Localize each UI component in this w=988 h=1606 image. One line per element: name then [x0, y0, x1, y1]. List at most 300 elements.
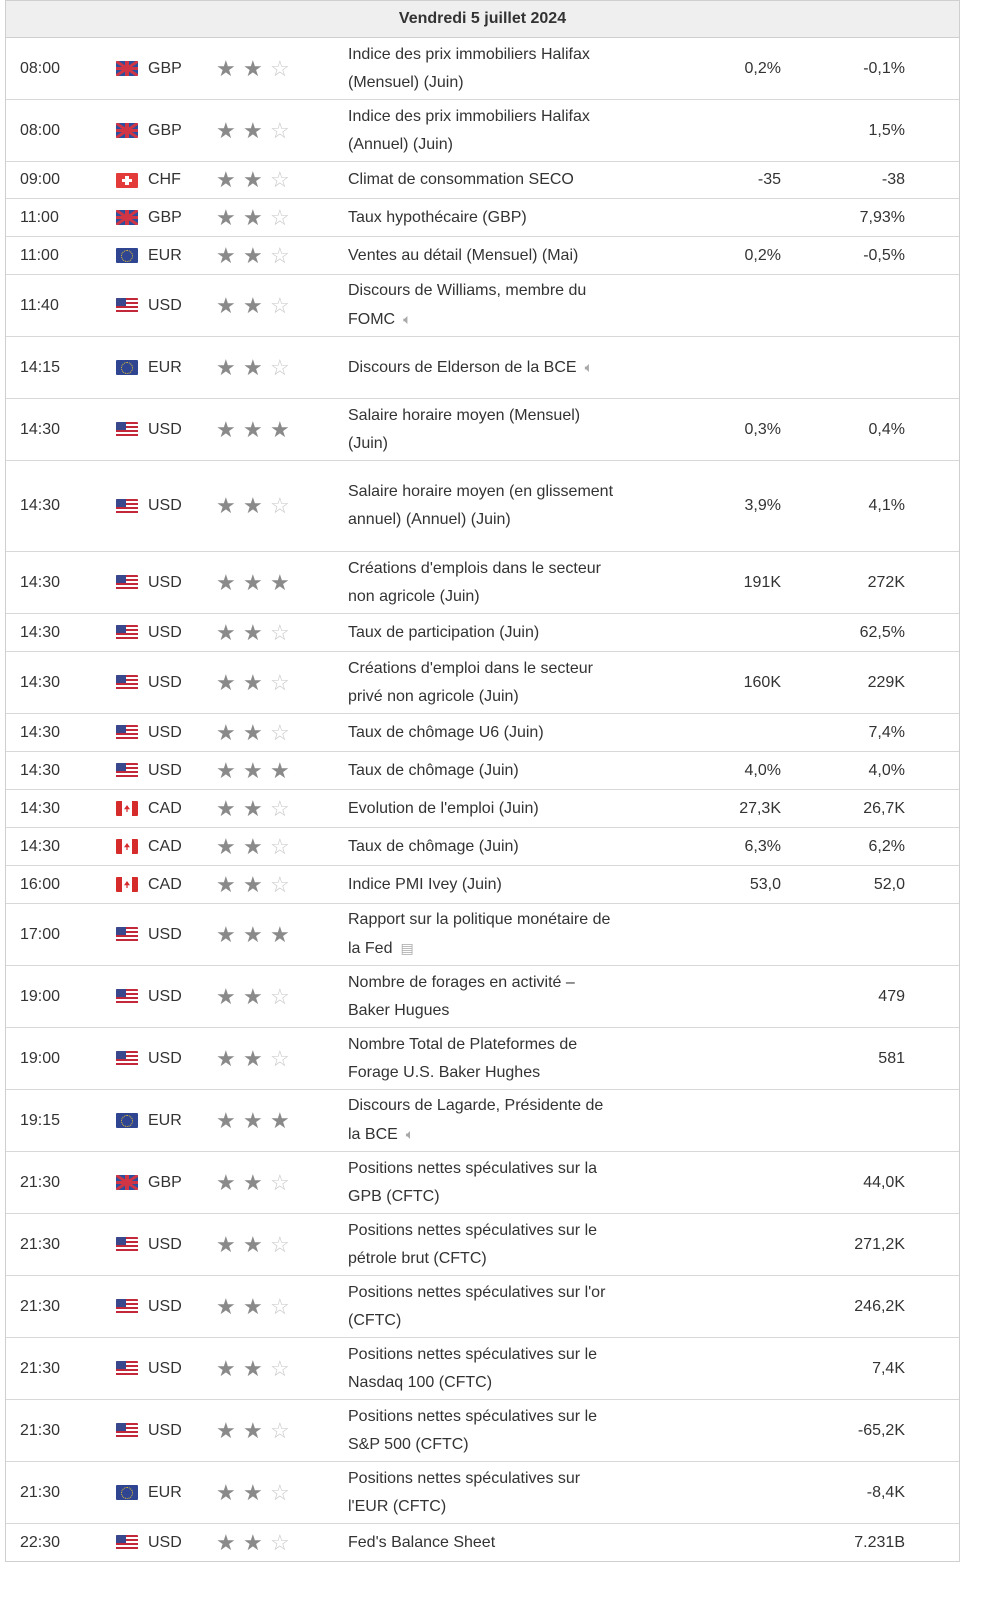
event-row[interactable]: [6, 904, 959, 966]
flag-us-icon: [116, 1535, 138, 1550]
event-previous: 479: [878, 987, 905, 1005]
event-previous: 26,7K: [863, 799, 905, 817]
event-name[interactable]: [348, 1025, 618, 1093]
event-currency: [116, 1484, 216, 1502]
event-name[interactable]: [348, 347, 618, 388]
event-title[interactable]: Taux de chômage (Juin): [348, 837, 519, 855]
flag-us-icon: [116, 1299, 138, 1314]
event-name[interactable]: [348, 1335, 618, 1403]
event-previous: -8,4K: [866, 1483, 905, 1501]
importance-stars: [216, 1529, 348, 1555]
currency-code: USD: [148, 573, 182, 591]
event-time: 17:00: [20, 925, 61, 943]
event-row[interactable]: [6, 714, 959, 752]
importance-stars: [216, 242, 348, 268]
star-filled-icon: ★: [243, 1529, 263, 1555]
event-row[interactable]: [6, 790, 959, 828]
importance-stars: [216, 1045, 348, 1071]
event-time: 14:30: [20, 497, 61, 514]
flag-us-icon: [116, 1237, 138, 1252]
star-filled-icon: ★: [243, 1045, 263, 1071]
event-forecast: 160K: [743, 673, 781, 691]
currency-code: CAD: [148, 875, 182, 893]
event-title[interactable]: Ventes au détail (Mensuel) (Mai): [348, 246, 579, 264]
currency-code: USD: [148, 1533, 182, 1551]
event-title[interactable]: Discours de Elderson de la BCE: [348, 359, 577, 376]
flag-gb-icon: [116, 61, 138, 76]
star-filled-icon: ★: [243, 669, 263, 695]
star-empty-icon: ☆: [270, 117, 290, 143]
flag-eu-icon: [116, 1485, 138, 1500]
star-empty-icon: ☆: [270, 833, 290, 859]
star-empty-icon: ☆: [270, 204, 290, 230]
event-title[interactable]: Positions nettes spéculatives sur le Nasdaq 100 (CFTC): [348, 1345, 598, 1391]
currency-code: USD: [148, 1235, 182, 1253]
event-title[interactable]: Taux de chômage U6 (Juin): [348, 723, 544, 741]
event-currency: [116, 421, 216, 439]
event-currency: [116, 926, 216, 944]
event-time: 21:30: [20, 1421, 61, 1439]
event-name[interactable]: [348, 160, 618, 200]
star-filled-icon: ★: [216, 354, 236, 380]
star-filled-icon: ★: [216, 669, 236, 695]
event-title[interactable]: Discours de Williams, membre du FOMC: [348, 282, 587, 328]
event-row[interactable]: [6, 275, 959, 337]
event-name[interactable]: [348, 1086, 618, 1155]
event-currency: [116, 1422, 216, 1440]
star-empty-icon: ☆: [270, 354, 290, 380]
event-previous: 229K: [867, 673, 905, 691]
event-time: 21:30: [20, 1173, 61, 1191]
event-forecast: 53,0: [749, 875, 781, 893]
star-empty-icon: ☆: [270, 1231, 290, 1257]
event-name[interactable]: [348, 1523, 618, 1563]
star-filled-icon: ★: [216, 204, 236, 230]
event-time: 19:00: [20, 1049, 61, 1067]
event-name[interactable]: [348, 1149, 618, 1217]
importance-stars: [216, 117, 348, 143]
star-filled-icon: ★: [243, 354, 263, 380]
event-name[interactable]: [348, 613, 618, 653]
event-time: 14:30: [20, 623, 61, 641]
event-previous: 7,93%: [859, 208, 905, 226]
star-filled-icon: ★: [243, 871, 263, 897]
importance-stars: [216, 795, 348, 821]
event-forecast: -35: [757, 171, 781, 188]
event-time: 11:00: [20, 246, 59, 264]
event-currency: [116, 60, 216, 78]
event-forecast: 4,0%: [744, 761, 781, 779]
flag-gb-icon: [116, 210, 138, 225]
star-filled-icon: ★: [243, 242, 263, 268]
importance-stars: [216, 354, 348, 380]
event-currency: [116, 624, 216, 642]
event-title[interactable]: Positions nettes spéculatives sur l'EUR (CFTC): [348, 1469, 581, 1515]
star-empty-icon: ☆: [270, 493, 290, 518]
star-filled-icon: ★: [216, 619, 236, 645]
event-time: 11:00: [20, 208, 59, 226]
star-filled-icon: ★: [216, 117, 236, 143]
star-empty-icon: ☆: [270, 795, 290, 821]
star-filled-icon: ★: [216, 833, 236, 859]
event-forecast: 6,3%: [744, 837, 781, 855]
importance-stars: [216, 757, 348, 783]
event-previous: 7,4K: [872, 1359, 905, 1377]
event-title[interactable]: Evolution de l'emploi (Juin): [348, 799, 539, 817]
event-title[interactable]: Taux de participation (Juin): [348, 623, 540, 641]
importance-stars: [216, 292, 348, 318]
event-currency: [116, 122, 216, 140]
importance-stars: [216, 669, 348, 695]
star-filled-icon: ★: [216, 1355, 236, 1381]
event-previous: 1,5%: [868, 121, 905, 139]
event-time: 08:00: [20, 59, 61, 77]
flag-ca-icon: [116, 839, 138, 854]
event-row[interactable]: [6, 1338, 959, 1400]
star-filled-icon: ★: [243, 921, 263, 947]
star-empty-icon: ☆: [270, 1479, 290, 1505]
event-time: 14:30: [20, 573, 61, 591]
star-filled-icon: ★: [243, 833, 263, 859]
event-row[interactable]: [6, 1462, 959, 1524]
event-time: 08:00: [20, 121, 61, 139]
event-name[interactable]: [348, 396, 618, 464]
event-previous: 7,4%: [868, 723, 905, 741]
currency-code: USD: [148, 623, 182, 641]
event-title[interactable]: Climat de consommation SECO: [348, 171, 574, 188]
event-currency: [116, 1360, 216, 1378]
importance-stars: [216, 1355, 348, 1381]
event-title[interactable]: Indice des prix immobiliers Halifax (Mensuel) (Juin): [348, 45, 590, 91]
event-time: 14:15: [20, 358, 61, 376]
star-filled-icon: ★: [243, 1169, 263, 1195]
event-currency: [116, 1174, 216, 1192]
star-filled-icon: ★: [243, 117, 263, 143]
event-title[interactable]: Fed's Balance Sheet: [348, 1533, 496, 1551]
currency-code: CAD: [148, 799, 182, 817]
importance-stars: [216, 619, 348, 645]
star-filled-icon: ★: [243, 757, 263, 783]
event-forecast: 0,2%: [744, 59, 781, 77]
star-filled-icon: ★: [216, 55, 236, 81]
event-name[interactable]: [348, 789, 618, 829]
event-currency: [116, 1534, 216, 1552]
star-filled-icon: ★: [243, 1355, 263, 1381]
star-filled-icon: ★: [216, 719, 236, 745]
star-empty-icon: ☆: [270, 55, 290, 81]
flag-us-icon: [116, 675, 138, 690]
event-title[interactable]: Rapport sur la politique monétaire de la Fed: [348, 911, 611, 957]
event-name[interactable]: [348, 472, 618, 540]
flag-us-icon: [116, 1051, 138, 1066]
event-row[interactable]: [6, 1152, 959, 1214]
event-name[interactable]: [348, 1273, 618, 1341]
event-title[interactable]: Discours de Lagarde, Présidente de la BCE: [348, 1097, 604, 1143]
star-filled-icon: ★: [243, 416, 263, 442]
event-row[interactable]: [6, 1028, 959, 1090]
event-row[interactable]: [6, 162, 959, 199]
event-currency: [116, 247, 216, 265]
star-filled-icon: ★: [270, 416, 290, 442]
star-filled-icon: ★: [243, 204, 263, 230]
event-time: 21:30: [20, 1297, 61, 1315]
event-name[interactable]: [348, 35, 618, 103]
date-header: Vendredi 5 juillet 2024: [6, 1, 959, 38]
event-title[interactable]: Créations d'emploi dans le secteur privé non agricole (Juin): [348, 659, 593, 705]
event-currency: [116, 297, 216, 315]
flag-ca-icon: [116, 801, 138, 816]
event-row[interactable]: [6, 399, 959, 461]
event-title[interactable]: Indice PMI Ivey (Juin): [348, 875, 502, 893]
event-title[interactable]: Taux de chômage (Juin): [348, 761, 519, 779]
event-time: 14:30: [20, 837, 61, 855]
event-forecast: 3,9%: [744, 497, 781, 514]
event-time: 14:30: [20, 420, 61, 438]
event-name[interactable]: [348, 1459, 618, 1527]
event-name[interactable]: [348, 751, 618, 791]
event-time: 16:00: [20, 875, 61, 893]
star-empty-icon: ☆: [270, 242, 290, 268]
currency-code: USD: [148, 987, 182, 1005]
event-row[interactable]: [6, 752, 959, 790]
star-filled-icon: ★: [270, 921, 290, 947]
event-previous: 7.231B: [854, 1533, 905, 1551]
importance-stars: [216, 569, 348, 595]
star-empty-icon: ☆: [270, 1169, 290, 1195]
event-title[interactable]: Taux hypothécaire (GBP): [348, 208, 527, 226]
event-row[interactable]: [6, 237, 959, 275]
event-previous: 0,4%: [868, 420, 905, 438]
star-empty-icon: ☆: [270, 871, 290, 897]
flag-us-icon: [116, 575, 138, 590]
currency-code: USD: [148, 420, 182, 438]
currency-code: GBP: [148, 208, 182, 226]
flag-us-icon: [116, 927, 138, 942]
event-title[interactable]: Positions nettes spéculatives sur le pétrole brut (CFTC): [348, 1221, 598, 1267]
star-empty-icon: ☆: [270, 619, 290, 645]
star-filled-icon: ★: [216, 1231, 236, 1257]
importance-stars: [216, 833, 348, 859]
event-time: 21:30: [20, 1359, 61, 1377]
event-title[interactable]: Positions nettes spéculatives sur l'or (CFTC): [348, 1283, 606, 1329]
event-row[interactable]: [6, 866, 959, 904]
star-filled-icon: ★: [216, 1479, 236, 1505]
event-currency: [116, 171, 216, 189]
event-previous: 272K: [867, 573, 905, 591]
event-row[interactable]: [6, 552, 959, 614]
speaker-icon: 🔈︎: [405, 1126, 415, 1142]
flag-us-icon: [116, 422, 138, 437]
currency-code: USD: [148, 1359, 182, 1377]
importance-stars: [216, 169, 348, 191]
currency-code: USD: [148, 1049, 182, 1067]
event-title[interactable]: Salaire horaire moyen (en glissement annuel) (Annuel) (Juin): [348, 483, 614, 528]
event-title[interactable]: Nombre Total de Plateformes de Forage U.S. Baker Hughes: [348, 1035, 578, 1081]
importance-stars: [216, 204, 348, 230]
importance-stars: [216, 495, 348, 517]
event-name[interactable]: [348, 1397, 618, 1465]
events-table: [6, 38, 959, 1561]
star-filled-icon: ★: [243, 619, 263, 645]
star-empty-icon: ☆: [270, 1293, 290, 1319]
event-name[interactable]: [348, 900, 618, 969]
currency-code: EUR: [148, 358, 182, 376]
event-previous: 246,2K: [854, 1297, 905, 1315]
importance-stars: [216, 871, 348, 897]
event-name[interactable]: [348, 827, 618, 867]
event-row[interactable]: [6, 966, 959, 1028]
event-time: 11:40: [20, 296, 59, 314]
star-empty-icon: ☆: [270, 1417, 290, 1443]
importance-stars: [216, 1293, 348, 1319]
currency-code: EUR: [148, 1111, 182, 1129]
star-filled-icon: ★: [270, 569, 290, 595]
event-currency: [116, 1298, 216, 1316]
event-previous: 6,2%: [868, 837, 905, 855]
flag-gb-icon: [116, 1175, 138, 1190]
event-forecast: 0,2%: [744, 246, 781, 264]
event-previous: -65,2K: [857, 1421, 905, 1439]
event-title[interactable]: Nombre de forages en activité – Baker Hugues: [348, 973, 575, 1019]
flag-eu-icon: [116, 248, 138, 263]
event-name[interactable]: [348, 713, 618, 753]
event-time: 09:00: [20, 171, 61, 188]
event-previous: -0,5%: [863, 246, 905, 264]
event-row[interactable]: [6, 461, 959, 552]
event-previous: 52,0: [873, 875, 905, 893]
currency-code: USD: [148, 761, 182, 779]
event-row[interactable]: [6, 38, 959, 100]
event-row[interactable]: [6, 199, 959, 237]
event-row[interactable]: [6, 652, 959, 714]
event-name[interactable]: [348, 649, 618, 717]
event-time: 21:30: [20, 1235, 61, 1253]
star-empty-icon: ☆: [270, 167, 290, 192]
currency-code: USD: [148, 497, 182, 514]
importance-stars: [216, 1169, 348, 1195]
star-empty-icon: ☆: [270, 292, 290, 318]
currency-code: CHF: [148, 171, 181, 188]
event-name[interactable]: [348, 97, 618, 165]
importance-stars: [216, 1107, 348, 1133]
star-filled-icon: ★: [243, 983, 263, 1009]
event-row[interactable]: [6, 828, 959, 866]
importance-stars: [216, 1417, 348, 1443]
flag-ch-icon: [116, 173, 138, 188]
event-currency: [116, 209, 216, 227]
star-empty-icon: ☆: [270, 669, 290, 695]
flag-us-icon: [116, 1361, 138, 1376]
economic-calendar: [5, 0, 960, 1562]
event-currency: [116, 724, 216, 742]
star-filled-icon: ★: [243, 1479, 263, 1505]
star-filled-icon: ★: [216, 569, 236, 595]
event-row[interactable]: [6, 1524, 959, 1561]
star-empty-icon: ☆: [270, 1529, 290, 1555]
event-time: 14:30: [20, 799, 61, 817]
currency-code: CAD: [148, 837, 182, 855]
star-empty-icon: ☆: [270, 983, 290, 1009]
speaker-icon: 🔈︎: [403, 311, 412, 327]
star-filled-icon: ★: [216, 1417, 236, 1443]
importance-stars: [216, 983, 348, 1009]
event-title[interactable]: Salaire horaire moyen (Mensuel) (Juin): [348, 406, 581, 452]
star-filled-icon: ★: [243, 1107, 263, 1133]
event-row[interactable]: [6, 614, 959, 652]
star-filled-icon: ★: [216, 1107, 236, 1133]
event-currency: [116, 359, 216, 377]
speaker-icon: 🔈︎: [584, 359, 593, 375]
event-time: 19:15: [20, 1111, 61, 1129]
currency-code: USD: [148, 296, 182, 314]
event-name[interactable]: [348, 198, 618, 238]
event-row[interactable]: [6, 100, 959, 162]
event-name[interactable]: [348, 271, 618, 340]
event-currency: [116, 838, 216, 856]
star-filled-icon: ★: [243, 795, 263, 821]
event-row[interactable]: [6, 1090, 959, 1152]
currency-code: USD: [148, 925, 182, 943]
event-previous: -0,1%: [863, 59, 905, 77]
event-row[interactable]: [6, 1400, 959, 1462]
currency-code: USD: [148, 723, 182, 741]
event-currency: [116, 1112, 216, 1130]
event-currency: [116, 876, 216, 894]
event-name[interactable]: [348, 865, 618, 905]
importance-stars: [216, 719, 348, 745]
event-currency: [116, 574, 216, 592]
flag-us-icon: [116, 725, 138, 740]
event-title[interactable]: Positions nettes spéculatives sur le S&P 500 (CFTC): [348, 1407, 598, 1453]
star-filled-icon: ★: [243, 569, 263, 595]
event-title[interactable]: Positions nettes spéculatives sur la GPB (CFTC): [348, 1159, 598, 1205]
currency-code: EUR: [148, 246, 182, 264]
flag-eu-icon: [116, 360, 138, 375]
event-currency: [116, 988, 216, 1006]
event-forecast: 0,3%: [744, 420, 781, 438]
report-icon: ▤: [400, 940, 414, 956]
event-row[interactable]: [6, 337, 959, 399]
event-previous: 62,5%: [859, 623, 905, 641]
flag-us-icon: [116, 763, 138, 778]
importance-stars: [216, 1231, 348, 1257]
event-name[interactable]: [348, 549, 618, 617]
event-currency: [116, 674, 216, 692]
currency-code: EUR: [148, 1483, 182, 1501]
star-filled-icon: ★: [243, 1293, 263, 1319]
event-time: 22:30: [20, 1533, 61, 1551]
event-title[interactable]: Créations d'emplois dans le secteur non agricole (Juin): [348, 559, 601, 605]
star-filled-icon: ★: [216, 493, 236, 518]
star-filled-icon: ★: [216, 1529, 236, 1555]
currency-code: GBP: [148, 1173, 182, 1191]
star-filled-icon: ★: [243, 1417, 263, 1443]
event-title[interactable]: Indice des prix immobiliers Halifax (Annuel) (Juin): [348, 107, 590, 153]
star-filled-icon: ★: [216, 292, 236, 318]
event-name[interactable]: [348, 963, 618, 1031]
event-row[interactable]: [6, 1276, 959, 1338]
importance-stars: [216, 1479, 348, 1505]
event-previous: 4,1%: [868, 497, 905, 514]
event-currency: [116, 1236, 216, 1254]
flag-us-icon: [116, 298, 138, 313]
event-row[interactable]: [6, 1214, 959, 1276]
event-name[interactable]: [348, 1211, 618, 1279]
star-filled-icon: ★: [243, 167, 263, 192]
flag-us-icon: [116, 989, 138, 1004]
event-name[interactable]: [348, 236, 618, 276]
star-filled-icon: ★: [243, 719, 263, 745]
